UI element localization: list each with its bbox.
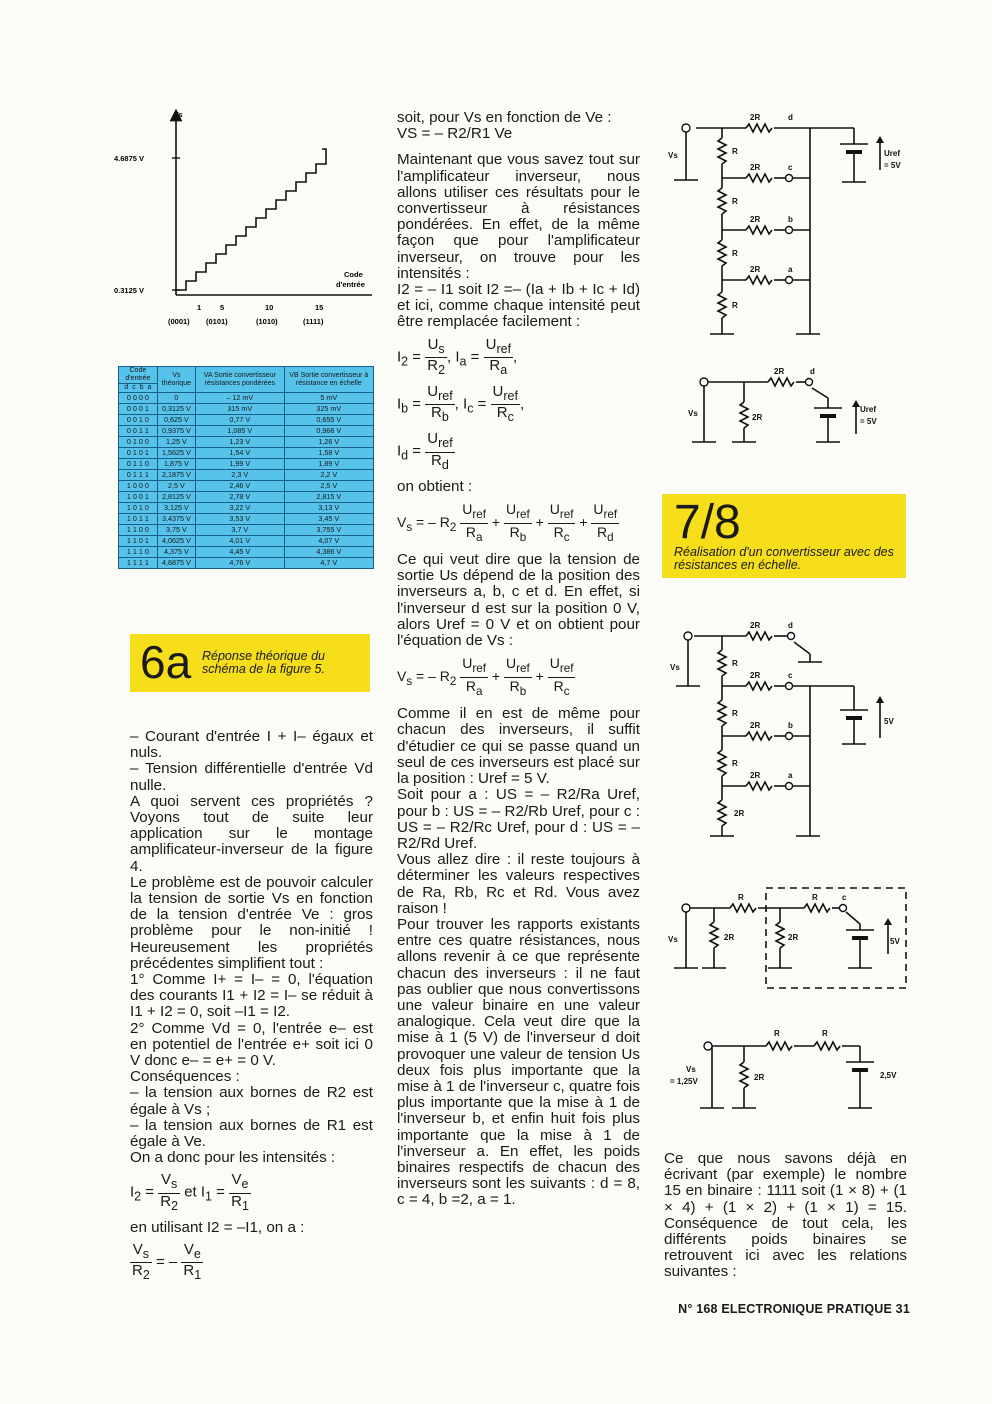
c3-r-2: R: [732, 709, 738, 718]
c1-label-d: d: [788, 113, 793, 122]
table-cell: 1 0 1 1: [119, 514, 158, 525]
table-cell: 0 1 0 0: [119, 437, 158, 448]
table-row: [119, 448, 374, 459]
c1-r-3: R: [732, 249, 738, 258]
para: Pour trouver les rapports existants entre ces quatre résistances, nous allons revenir à ce que représente chacun des inverseurs : il ne faut pas oublier que nous convertissons une valeur binaire en une valeur analogique. Cela veut dire que la mise à 1 (5 V) de l'inverseur d doit provoquer une valeur de tension Us deux fois plus importante que la mise à 1 de l'inverseur c, quatre fois plus importante que la mise à 1 de l'inverseur b, et enfin huit fois plus importante que la mise à 1 de l'inverseur a. En effet, les poids binaires respectifs de chacun des inverseurs sont les suivants : d = 8, c = 4, b =2, a = 1.: [397, 915, 640, 1209]
c4-2r-left: 2R: [724, 933, 735, 942]
table-cell: 2,3 V: [196, 470, 285, 481]
table-cell: 1,875 V: [157, 459, 195, 470]
caption-78-text: Réalisation d'un convertisseur avec des résistances en échelle.: [674, 545, 894, 572]
graph-code-0001: (0001): [168, 317, 190, 326]
table-cell: 1 1 0 0: [119, 525, 158, 536]
table-cell: 1,085 V: [196, 426, 285, 437]
table-header-bits: d c b a: [119, 384, 158, 393]
table-cell: 1,26 V: [284, 437, 373, 448]
table-cell: – 12 mV: [196, 393, 285, 404]
table-cell: 2,2 V: [284, 470, 373, 481]
c1-2r-a: 2R: [750, 265, 761, 274]
c1-vs-label: Vs: [668, 151, 678, 160]
graph-x-tick-5: 5: [220, 303, 225, 312]
c4-2r-right: 2R: [788, 933, 799, 942]
equation-vs-full: $V_s$ = – $R_2$ $\frac{U_{ref}}{R_a}$ + $\frac{U_{ref}}{R_b}$ + $\frac{U_{ref}}{R_c}$ + $\frac{U_{ref}}{R_d}$: [397, 501, 618, 544]
table-cell: 5 mV: [284, 393, 373, 404]
graph-x-tick-15: 15: [315, 303, 324, 312]
column-2-text: [397, 110, 640, 1209]
caption-6a-text: Réponse théorique du schéma de la figure 5.: [202, 649, 326, 676]
table-cell: 1,99 V: [196, 459, 285, 470]
equation-i2-ia: $I_2$ = $\frac{U_s}{R_2}$ , $I_a$ = $\frac{U_{ref}}{R_a}$ ,: [397, 335, 518, 377]
table-cell: 0 0 1 0: [119, 415, 158, 426]
c5-vs-label-1: Vs: [686, 1065, 696, 1074]
graph-y-label: Vs: [174, 112, 183, 119]
table-cell: 1 1 1 0: [119, 547, 158, 558]
table-cell: 0,9375 V: [157, 426, 195, 437]
table-cell: 315 mV: [196, 404, 285, 415]
table-row: [119, 459, 374, 470]
table-row: [119, 470, 374, 481]
table-row: [119, 393, 374, 404]
caption-78-number: 7/8: [674, 496, 741, 549]
table-cell: 0 1 0 1: [119, 448, 158, 459]
para: – Courant d'entrée I + I– égaux et nuls.: [130, 728, 373, 762]
table-cell: 0,655 V: [284, 415, 373, 426]
circuit-thevenin-dashed: [664, 882, 912, 994]
graph-y-bottom-tick: 0.3125 V: [114, 286, 145, 295]
c3-5v-label: 5V: [884, 717, 894, 726]
c1-r-1: R: [732, 147, 738, 156]
table-row: [119, 547, 374, 558]
equation-vs-three: $V_s$ = – $R_2$ $\frac{U_{ref}}{R_a}$ + $\frac{U_{ref}}{R_b}$ + $\frac{U_{ref}}{R_c}$: [397, 655, 574, 699]
table-row: [119, 536, 374, 547]
para: Soit pour a : US = – R2/Ra Uref, pour b : US = – R2/Rb Uref, pour c : US = – R2/Rc Uref, pour d : US = – R2/Rd Uref.: [397, 786, 640, 852]
table-cell: 3,22 V: [196, 503, 285, 514]
graph-y-top-tick: 4.6875 V: [114, 154, 145, 163]
c4-r-left: R: [738, 893, 744, 902]
c1-2r-b: 2R: [750, 215, 761, 224]
column-3-text: [664, 1151, 907, 1281]
table-cell: 3,53 V: [196, 514, 285, 525]
table-cell: 2,78 V: [196, 492, 285, 503]
para: Maintenant que vous savez tout sur l'amplificateur inverseur, nous allons utiliser ces résultats pour le convertisseur à résistances pondérées. En effet, de la même façon que pour l'amplificateur inverseur, on trouve pour les intensités :: [397, 151, 640, 282]
table-cell: 0 1 1 1: [119, 470, 158, 481]
staircase-graph: [110, 105, 380, 340]
c1-r-4: R: [732, 301, 738, 310]
graph-code-0101: (0101): [206, 317, 228, 326]
c5-voltage-label: 2,5V: [880, 1071, 897, 1080]
table-cell: 325 mV: [284, 404, 373, 415]
c3-2r-d: 2R: [750, 621, 761, 630]
table-cell: 0,968 V: [284, 426, 373, 437]
c3-r-1: R: [732, 659, 738, 668]
table-cell: 2,1875 V: [157, 470, 195, 481]
table-header-code: Code d'entrée: [119, 367, 158, 384]
table-cell: 0: [157, 393, 195, 404]
table-cell: 3,45 V: [284, 514, 373, 525]
circuit-ladder-uref: [664, 108, 912, 340]
table-cell: 0,3125 V: [157, 404, 195, 415]
circuit-2r-uref: [680, 364, 900, 448]
c3-2r-bottom: 2R: [734, 809, 745, 818]
c4-vs-label: Vs: [668, 935, 678, 944]
table-header-vs: Vs théorique: [157, 367, 195, 393]
table-cell: 1,54 V: [196, 448, 285, 459]
table-cell: 3,13 V: [284, 503, 373, 514]
caption-7-8: [662, 494, 906, 578]
c5-r-left: R: [774, 1029, 780, 1038]
c1-2r-d: 2R: [750, 113, 761, 122]
graph-code-1111: (1111): [303, 317, 324, 326]
c2-uref-value: = 5V: [860, 417, 877, 426]
c5-vs-label-2: = 1,25V: [670, 1077, 698, 1086]
table-cell: 4,7 V: [284, 558, 373, 569]
table-cell: 1,25 V: [157, 437, 195, 448]
c1-r-2: R: [732, 197, 738, 206]
table-cell: 4,386 V: [284, 547, 373, 558]
equation-id: $I_d$ = $\frac{U_{ref}}{R_d}$: [397, 430, 453, 472]
c1-2r-c: 2R: [750, 163, 761, 172]
table-cell: 1 0 1 0: [119, 503, 158, 514]
c2-2r-horizontal: 2R: [774, 367, 785, 376]
c4-r-right: R: [812, 893, 818, 902]
para: On a donc pour les intensités :: [130, 1149, 336, 1167]
para: on obtient :: [397, 477, 473, 495]
conversion-table: [118, 366, 374, 569]
para: A quoi servent ces propriétés ? Voyons tout de suite leur application sur le montage amplificateur-inverseur de la figure 4.: [130, 792, 373, 875]
table-cell: 4,375 V: [157, 547, 195, 558]
table-cell: 4,07 V: [284, 536, 373, 547]
table-row: [119, 481, 374, 492]
table-cell: 1,89 V: [284, 459, 373, 470]
table-row: [119, 492, 374, 503]
c2-uref-label: Uref: [860, 405, 877, 414]
para: Ce qui veut dire que la tension de sortie Us dépend de la position des inverseurs a, b, c et d. En effet, si l'inverseur d est sur la position 0 V, alors Uref = 0 V et on obtient pour l'équation de Vs :: [397, 551, 640, 650]
circuit-equivalent: [664, 1024, 912, 1116]
table-cell: 0 0 0 0: [119, 393, 158, 404]
c1-label-a: a: [788, 265, 793, 274]
table-cell: 3,7 V: [196, 525, 285, 536]
graph-code-1010: (1010): [256, 317, 278, 326]
column-1-text: [130, 729, 373, 1290]
table-cell: 0 1 1 0: [119, 459, 158, 470]
para: en utilisant I2 = –I1, on a :: [130, 1218, 305, 1236]
table-cell: 1,23 V: [196, 437, 285, 448]
para: I2 = – I1 soit I2 =– (Ia + Ib + Ic + Id) et ici, comme chaque intensité peut être remplacée facilement :: [397, 281, 640, 331]
para: Le problème est de pouvoir calculer la tension de sortie Vs en fonction de la tension d'entrée Ve : gros problème pour le non-initié ! Heureusement les propriétés précédentes simplifient tout :: [130, 873, 373, 972]
c4-label-c: c: [842, 893, 847, 902]
para: – la tension aux bornes de R1 est égale à Ve.: [130, 1116, 373, 1151]
graph-x-label-2: d'entrée: [336, 280, 365, 289]
para: Comme il en est de même pour chacun des inverseurs, il suffit d'étudier ce qui se passe quand un seul de ces inverseurs est placé sur la position : Uref = 5 V.: [397, 705, 640, 788]
circuit-ladder-5v: [664, 620, 912, 842]
para: – Tension différentielle d'entrée Vd nulle.: [130, 760, 373, 794]
c3-label-a: a: [788, 771, 793, 780]
table-cell: 2,8125 V: [157, 492, 195, 503]
c3-vs-label: Vs: [670, 663, 680, 672]
table-cell: 3,125 V: [157, 503, 195, 514]
c1-label-b: b: [788, 215, 793, 224]
equation-ib-ic: $I_b$ = $\frac{U_{ref}}{R_b}$ , $I_c$ = $\frac{U_{ref}}{R_c}$ ,: [397, 383, 525, 425]
table-cell: 2,5 V: [284, 481, 373, 492]
para: Vous allez dire : il reste toujours à déterminer les valeurs respectives de Ra, Rb, Rc et Rd. Vous avez raison !: [397, 851, 640, 917]
c5-r-right: R: [822, 1029, 828, 1038]
table-row: [119, 404, 374, 415]
graph-x-tick-10: 10: [265, 303, 274, 312]
c1-uref-value: = 5V: [884, 161, 901, 170]
table-cell: 3,4375 V: [157, 514, 195, 525]
c4-5v-label: 5V: [890, 937, 900, 946]
c3-label-b: b: [788, 721, 793, 730]
c2-2r-vertical: 2R: [752, 413, 763, 422]
c5-2r-label: 2R: [754, 1073, 765, 1082]
staircase-line: [176, 149, 326, 290]
c3-label-c: c: [788, 671, 793, 680]
table-header-va: VA Sortie convertisseur résistances pondérées: [196, 367, 285, 393]
para: Conséquences :: [130, 1068, 240, 1086]
caption-6a: [130, 634, 370, 692]
para: soit, pour Vs en fonction de Ve :: [397, 109, 612, 126]
graph-x-tick-1: 1: [197, 303, 202, 312]
table-cell: 1 1 0 1: [119, 536, 158, 547]
table-row: [119, 514, 374, 525]
table-cell: 1 0 0 1: [119, 492, 158, 503]
c3-label-d: d: [788, 621, 793, 630]
page-footer: N° 168 ELECTRONIQUE PRATIQUE 31: [678, 1302, 910, 1316]
caption-6a-number: 6a: [140, 636, 192, 688]
table-cell: 0 0 0 1: [119, 404, 158, 415]
c1-label-c: c: [788, 163, 793, 172]
table-cell: 3,75 V: [157, 525, 195, 536]
table-row: [119, 525, 374, 536]
table-cell: 4,6875 V: [157, 558, 195, 569]
c2-vs-label: Vs: [688, 409, 698, 418]
table-cell: 2,46 V: [196, 481, 285, 492]
para: VS = – R2/R1 Ve: [397, 125, 513, 143]
c2-label-d: d: [810, 367, 815, 376]
c3-2r-b: 2R: [750, 721, 761, 730]
table-row: [119, 437, 374, 448]
table-cell: 4,0625 V: [157, 536, 195, 547]
table-cell: 1 1 1 1: [119, 558, 158, 569]
table-cell: 0 0 1 1: [119, 426, 158, 437]
para: Ce que nous savons déjà en écrivant (par exemple) le nombre 15 en binaire : 1111 soit (1 × 8) + (1 × 4) + (1 × 2) + (1 × 1) = 15. Conséquence de tout cela, les différents poids binaires se retrouvent ici avec les relations suivantes :: [664, 1150, 907, 1281]
table-cell: 1 0 0 0: [119, 481, 158, 492]
graph-x-label-1: Code: [344, 270, 363, 279]
table-cell: 2,5 V: [157, 481, 195, 492]
c1-uref-label: Uref: [884, 149, 901, 158]
para: 2° Comme Vd = 0, l'entrée e– est en potentiel de l'entrée e+ soit ici 0 V donc e– = e+ = 0 V.: [130, 1019, 373, 1070]
table-cell: 4,45 V: [196, 547, 285, 558]
table-cell: 1,58 V: [284, 448, 373, 459]
table-header-vb: VB Sortie convertisseur à résistance en échelle: [284, 367, 373, 393]
table-row: [119, 558, 374, 569]
table-row: [119, 503, 374, 514]
para: – la tension aux bornes de R2 est égale à Vs ;: [130, 1084, 373, 1118]
para: 1° Comme I+ = I– = 0, l'équation des courants I1 + I2 = I– se réduit à I1 + I2 = 0, soit –I1 = I2.: [130, 971, 373, 1021]
table-cell: 3,755 V: [284, 525, 373, 536]
table-cell: 4,01 V: [196, 536, 285, 547]
table-cell: 0,77 V: [196, 415, 285, 426]
equation-currents: $I_2$ = $\frac{V_s}{R_2}$ et $I_1$ = $\frac{V_e}{R_1}$: [130, 1171, 249, 1213]
table-body: [119, 393, 374, 569]
table-cell: 2,815 V: [284, 492, 373, 503]
c3-2r-c: 2R: [750, 671, 761, 680]
table-cell: 1,5625 V: [157, 448, 195, 459]
table-row: [119, 415, 374, 426]
c3-2r-a: 2R: [750, 771, 761, 780]
table-cell: 0,625 V: [157, 415, 195, 426]
table-row: [119, 426, 374, 437]
c3-r-3: R: [732, 759, 738, 768]
table-cell: 4,76 V: [196, 558, 285, 569]
equation-ratio: $\frac{V_s}{R_2}$ = – $\frac{V_e}{R_1}$: [132, 1241, 202, 1283]
